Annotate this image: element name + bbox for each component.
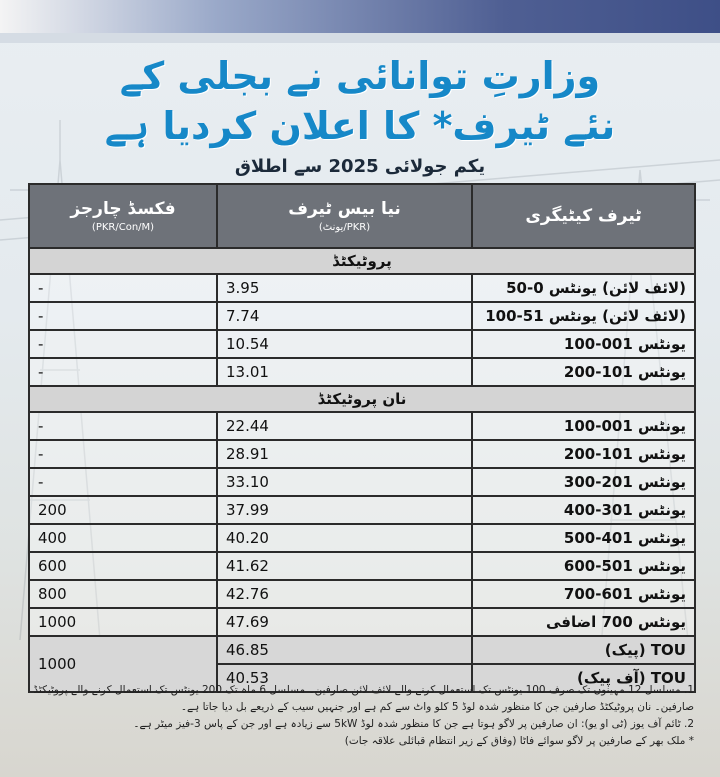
category-cell: یونٹس 101-200: [472, 440, 695, 468]
header-fixed-unit: (PKR/Con/M): [91, 222, 155, 233]
tariff-cell: 28.91: [217, 440, 472, 468]
tariff-cell: 13.01: [217, 358, 472, 386]
tou-offpeak-category-cell: TOU (آف پیک): [472, 664, 695, 692]
category-cell: یونٹس 001-100: [472, 330, 695, 358]
category-cell: (لائف لائن) یونٹس 51-100: [472, 302, 695, 330]
tariff-cell: 47.69: [217, 608, 472, 636]
table-header-row: [29, 184, 695, 248]
tou-peak-tariff-cell: 46.85: [217, 636, 472, 664]
table-row: [29, 552, 695, 580]
table-row-tou-peak: [29, 636, 695, 664]
tariff-cell: 42.76: [217, 580, 472, 608]
header-fixed-charges: [29, 184, 217, 248]
tariff-cell: 33.10: [217, 468, 472, 496]
headline-line-2: نئے ٹیرف* کا اعلان کردیا ہے: [104, 104, 616, 148]
tariff-cell: 37.99: [217, 496, 472, 524]
table-row: [29, 412, 695, 440]
header-tariff-label: نیا بیس ٹیرف: [288, 199, 401, 219]
table-row: [29, 358, 695, 386]
table-row: [29, 496, 695, 524]
header-base-tariff: [217, 184, 472, 248]
headline-line-1: وزارتِ توانائی نے بجلی کے: [119, 54, 601, 98]
category-cell: یونٹس 201-300: [472, 468, 695, 496]
tariff-table: [28, 183, 696, 693]
fixed-charge-cell: -: [29, 330, 217, 358]
header-fixed-label: فکسڈ چارجز: [70, 199, 176, 219]
footnote-1: 1. مسلسل 12 مہینوں تک صرف 100 یونٹس تک استعمال کرنے والے لائف لائن صارفین۔ مسلسل 6 ماہ تک 200 یونٹس تک استعمال کرنے والے پروٹیکٹڈ صارفین۔ نان پروٹیکٹڈ صارفین جن کا منظور شدہ لوڈ 5 کلو واٹ سے کم ہے اور جنہیں سیب کے ذریعے بل دیا جاتا ہے۔: [33, 684, 694, 713]
tariff-cell: 10.54: [217, 330, 472, 358]
fixed-charge-cell: 200: [29, 496, 217, 524]
fixed-charge-cell: -: [29, 440, 217, 468]
category-cell: یونٹس 101-200: [472, 358, 695, 386]
table-row: [29, 608, 695, 636]
tou-fixed-charge-cell: 1000: [29, 636, 217, 692]
table-row: [29, 440, 695, 468]
category-cell: یونٹس 700 اضافی: [472, 608, 695, 636]
fixed-charge-cell: -: [29, 358, 217, 386]
section-label-protected: پروٹیکٹڈ: [29, 248, 695, 274]
category-cell: یونٹس 401-500: [472, 524, 695, 552]
table-row: [29, 580, 695, 608]
category-cell: یونٹس 001-100: [472, 412, 695, 440]
section-row-protected: [29, 248, 695, 274]
fixed-charge-cell: -: [29, 468, 217, 496]
fixed-charge-cell: -: [29, 412, 217, 440]
tariff-cell: 3.95: [217, 274, 472, 302]
fixed-charge-cell: 1000: [29, 608, 217, 636]
effective-date: یکم جولائی 2025 سے اطلاق: [234, 156, 486, 177]
fixed-charge-cell: 600: [29, 552, 217, 580]
fixed-charge-cell: -: [29, 302, 217, 330]
tariff-cell: 22.44: [217, 412, 472, 440]
tou-peak-category-cell: TOU (پیک): [472, 636, 695, 664]
table-row: [29, 330, 695, 358]
table-row: [29, 302, 695, 330]
category-cell: یونٹس 601-700: [472, 580, 695, 608]
section-label-non-protected: نان پروٹیکٹڈ: [29, 386, 695, 412]
table-row: [29, 468, 695, 496]
header-tariff-unit: (PKR/یونٹ): [318, 222, 371, 233]
table-row: [29, 274, 695, 302]
category-cell: یونٹس 501-600: [472, 552, 695, 580]
tariff-cell: 7.74: [217, 302, 472, 330]
table-row: [29, 524, 695, 552]
header-category-label: ٹیرف کیٹیگری: [525, 206, 642, 226]
tariff-cell: 41.62: [217, 552, 472, 580]
header-category: [472, 184, 695, 248]
footnote-3: * ملک بھر کے صارفین پر لاگو سوائے فاٹا (وفاق کے زیر انتظام قبائلی علاقہ جات): [344, 735, 694, 747]
category-cell: یونٹس 301-400: [472, 496, 695, 524]
footnotes: [30, 682, 694, 750]
fixed-charge-cell: -: [29, 274, 217, 302]
category-cell: (لائف لائن) یونٹس 0-50: [472, 274, 695, 302]
footnote-2: 2. ٹائم آف یوز (ٹی او یو): ان صارفین پر لاگو ہوتا ہے جن کا منظور شدہ لوڈ 5kW سے زیادہ ہے اور جن کے پاس 3-فیز میٹر ہے۔: [133, 718, 694, 730]
section-row-non-protected: [29, 386, 695, 412]
fixed-charge-cell: 800: [29, 580, 217, 608]
tariff-cell: 40.20: [217, 524, 472, 552]
fixed-charge-cell: 400: [29, 524, 217, 552]
tou-offpeak-tariff-cell: 40.53: [217, 664, 472, 692]
